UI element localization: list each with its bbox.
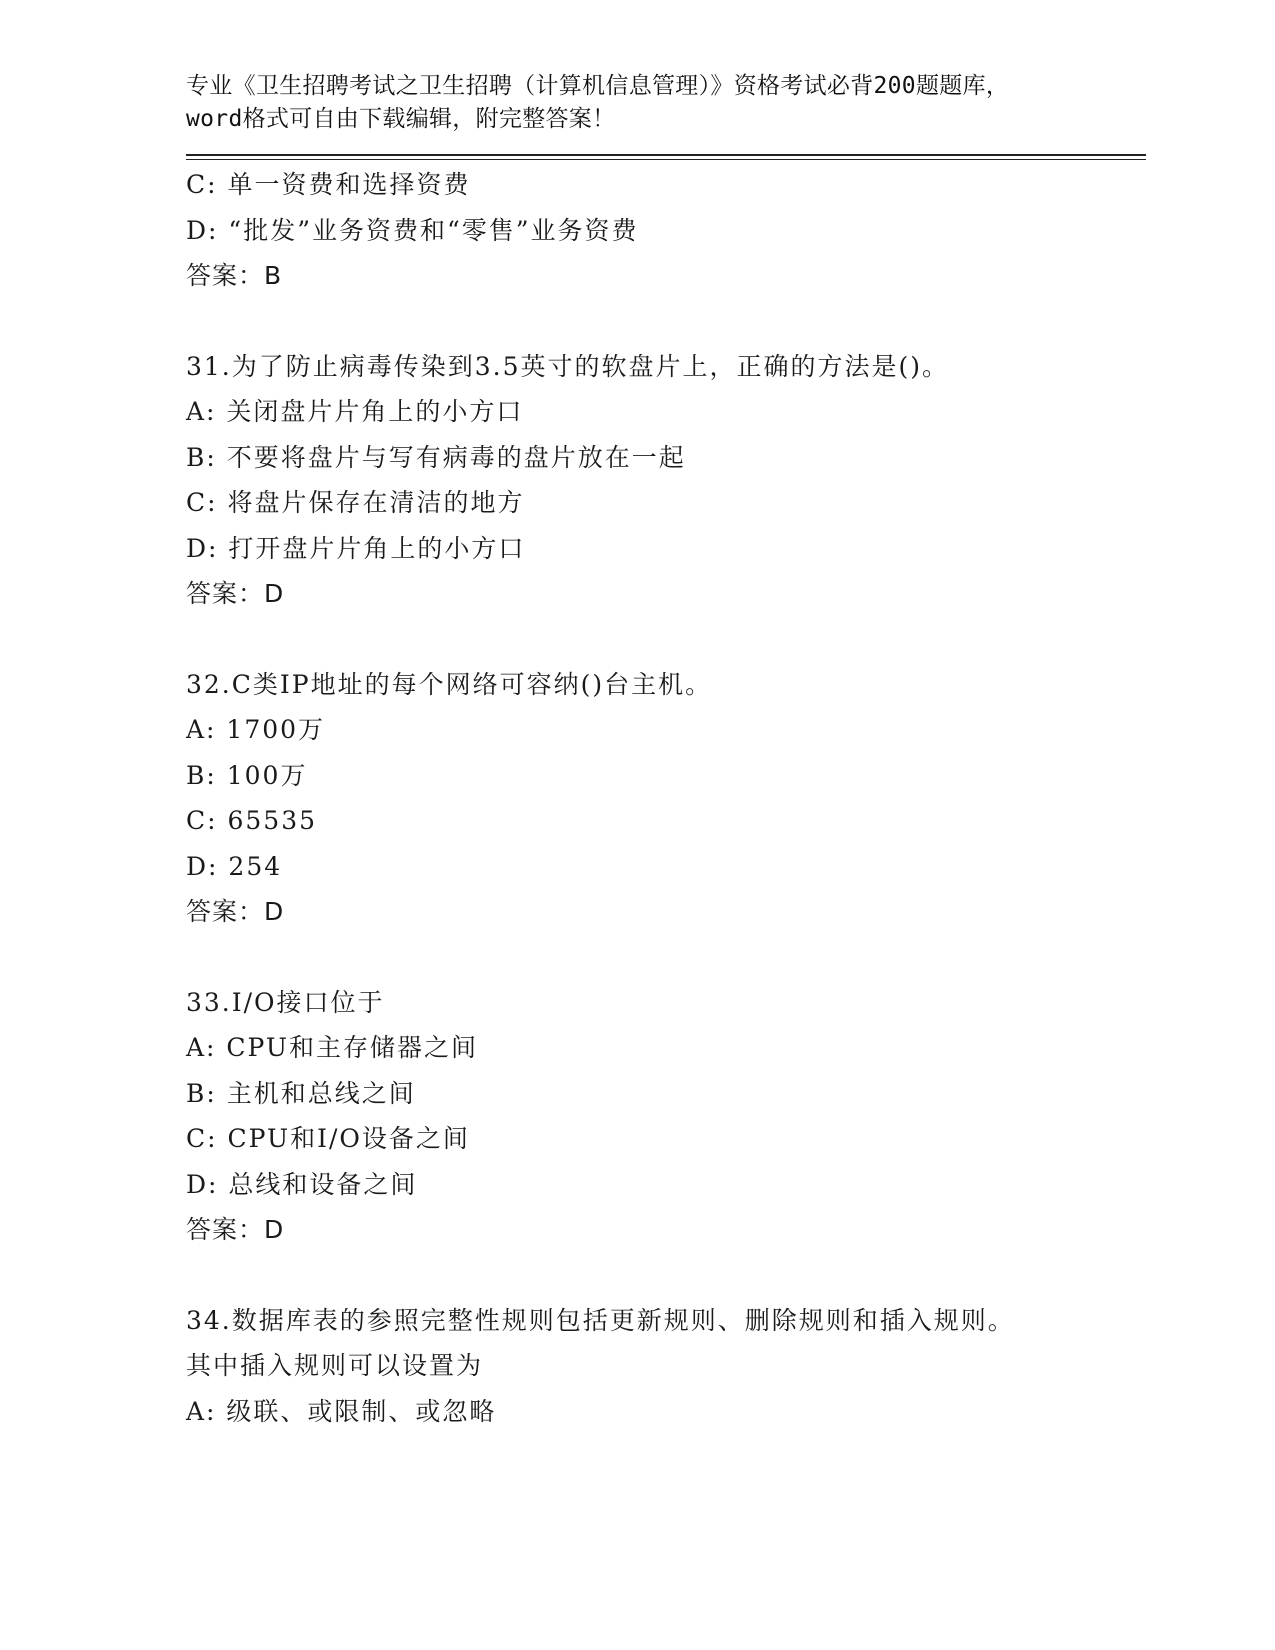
option-d: D: 总线和设备之间 (186, 1169, 418, 1199)
spacer (186, 617, 1146, 662)
answer-line: 答案：D (186, 579, 285, 608)
answer-line: 答案：B (186, 261, 283, 290)
header-title-line-1: 专业《卫生招聘考试之卫生招聘（计算机信息管理）》资格考试必背200题题库， (186, 73, 1010, 99)
question-stem-continued: 其中插入规则可以设置为 (186, 1351, 484, 1380)
spacer (186, 299, 1146, 344)
option-a: A: 级联、或限制、或忽略 (186, 1396, 497, 1426)
header-title-line-2: word格式可自由下载编辑，附完整答案！ (186, 106, 616, 132)
option-a: A: 关闭盘片片角上的小方口 (186, 397, 524, 426)
option-a: A: CPU和主存储器之间 (186, 1033, 479, 1062)
option-a: A: 1700万 (186, 715, 326, 744)
question-stem: 33.I/O接口位于 (186, 987, 385, 1017)
option-d: D: 254 (186, 851, 283, 881)
option-c: C: CPU和I/O设备之间 (186, 1124, 470, 1153)
document-page (186, 70, 1146, 1434)
answer-line: 答案：D (186, 897, 285, 926)
document-header (186, 70, 1146, 136)
question-stem: 34.数据库表的参照完整性规则包括更新规则、删除规则和插入规则。 (186, 1305, 1015, 1335)
option-b: B: 100万 (186, 760, 308, 790)
header-divider (186, 154, 1146, 160)
option-b: B: 主机和总线之间 (186, 1078, 416, 1108)
option-c: C: 单一资费和选择资费 (186, 170, 471, 199)
option-b: B: 不要将盘片与写有病毒的盘片放在一起 (186, 442, 686, 472)
spacer (186, 1253, 1146, 1298)
question-list (186, 162, 1146, 1434)
option-d: D: 打开盘片片角上的小方口 (186, 533, 526, 563)
question-stem: 31.为了防止病毒传染到3.5英寸的软盘片上，正确的方法是()。 (186, 351, 950, 381)
option-c: C: 将盘片保存在清洁的地方 (186, 488, 525, 517)
question-stem: 32.C类IP地址的每个网络可容纳()台主机。 (186, 669, 713, 699)
answer-line: 答案：D (186, 1215, 285, 1244)
spacer (186, 935, 1146, 980)
option-c: C: 65535 (186, 806, 318, 835)
option-d: D: “批发”业务资费和“零售”业务资费 (186, 215, 639, 245)
